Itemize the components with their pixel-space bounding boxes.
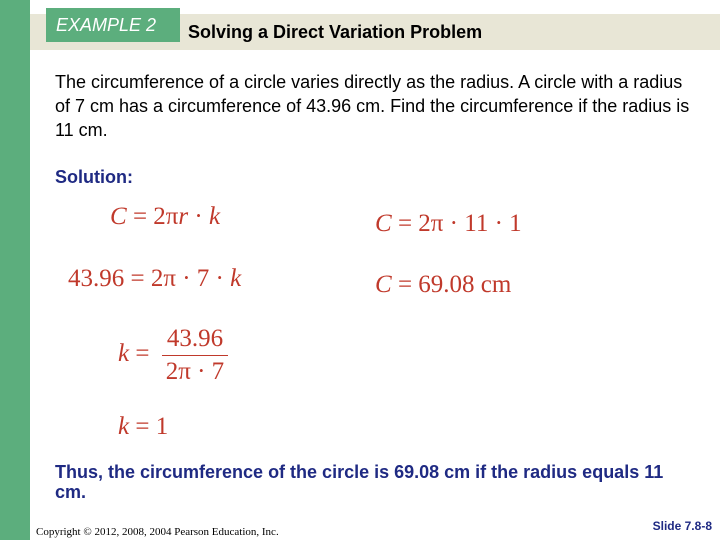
equation-c-result: C = 69.08 cm xyxy=(375,271,512,298)
fraction xyxy=(162,325,228,386)
left-accent-bar xyxy=(0,0,30,540)
fraction-numerator: 43.96 xyxy=(162,325,228,356)
example-badge: EXAMPLE 2 xyxy=(46,8,180,42)
conclusion-text: Thus, the circumference of the circle is 69.08 cm if the radius equals 11 cm. xyxy=(55,462,664,502)
equation-substitute-values: 43.96 = 2π · 7 · k xyxy=(68,265,242,292)
solution-label: Solution: xyxy=(55,167,133,187)
equation-k-equals-1: k = 1 xyxy=(118,413,169,440)
slide-title: Solving a Direct Variation Problem xyxy=(188,22,483,42)
equation-c-equals-2pi-r-k: C = 2πr · k xyxy=(110,203,221,230)
fraction-denominator: 2π · 7 xyxy=(165,358,225,385)
slide-number: Slide 7.8-8 xyxy=(652,519,712,533)
equation-c-with-radius-11: C = 2π · 11 · 1 xyxy=(375,210,522,237)
copyright-footer: Copyright © 2012, 2008, 2004 Pearson Education, Inc. xyxy=(36,526,279,538)
problem-statement: The circumference of a circle varies directly as the radius. A circle with a radius of 7 cm has a circumference of 43.96 cm. Find the circumference if the radius is 11 cm. xyxy=(55,72,690,140)
equation-solve-for-k: k = $\frac{43.96}{2\pi \cdot 7}$ xyxy=(118,325,228,386)
